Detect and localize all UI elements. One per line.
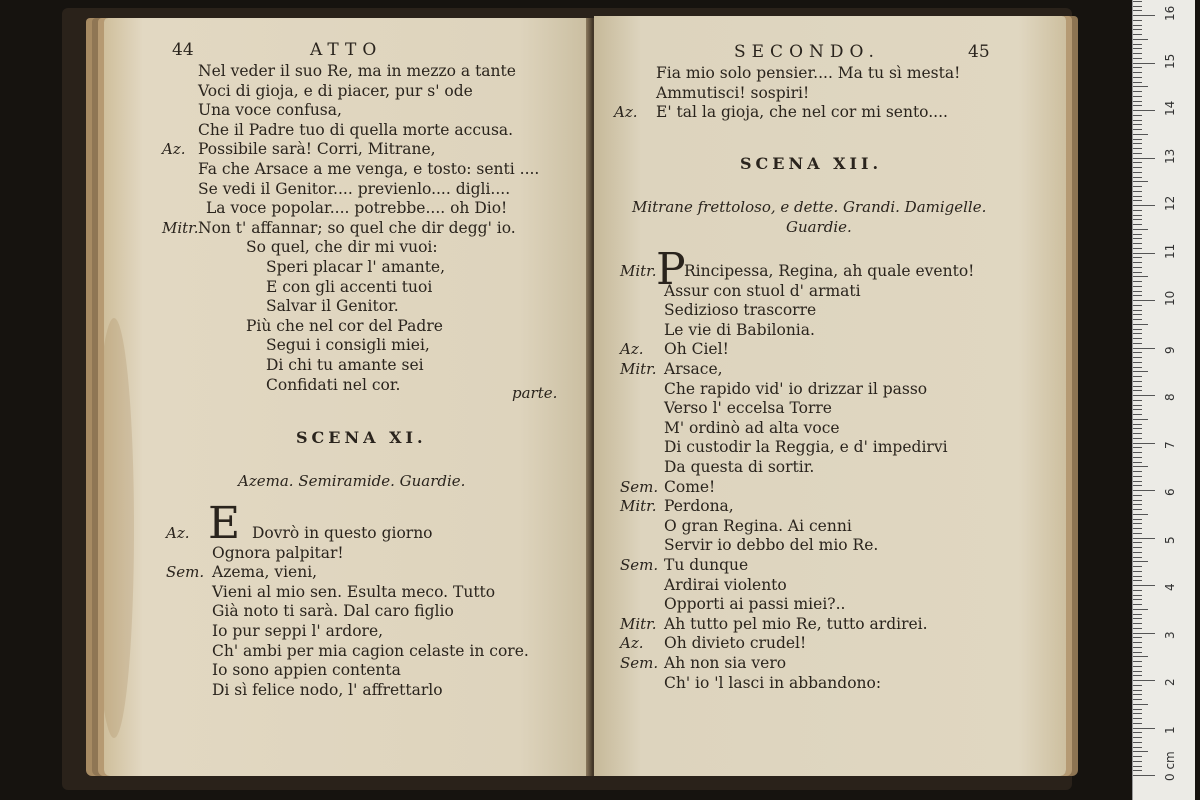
ruler-tick xyxy=(1133,523,1142,524)
ruler-tick xyxy=(1133,713,1142,714)
ruler-tick xyxy=(1133,181,1148,182)
ruler-tick xyxy=(1133,139,1142,140)
scene-cast-cont: Guardie. xyxy=(786,218,852,236)
ruler-tick xyxy=(1133,661,1142,662)
ruler-tick xyxy=(1133,481,1142,482)
ruler-label: 7 xyxy=(1163,440,1177,449)
scene-cast: Mitrane frettoloso, e dette. Grandi. Damigelle. xyxy=(632,198,987,216)
ruler-tick xyxy=(1133,400,1142,401)
verse-line: Come! xyxy=(664,477,716,496)
scene-title: SCENA XI. xyxy=(296,428,427,447)
ruler-label: 1 xyxy=(1163,725,1177,734)
verse-line: Opporti ai passi miei?.. xyxy=(664,595,846,614)
ruler-tick xyxy=(1133,566,1142,567)
ruler-tick xyxy=(1133,25,1142,26)
ruler-tick xyxy=(1133,576,1142,577)
ruler-tick xyxy=(1133,390,1142,391)
ruler-tick xyxy=(1133,609,1148,610)
ruler-tick xyxy=(1133,91,1142,92)
ruler-tick xyxy=(1133,286,1142,287)
ruler-tick xyxy=(1133,585,1155,586)
ruler-tick xyxy=(1133,153,1142,154)
ruler-tick xyxy=(1133,338,1142,339)
ruler-tick xyxy=(1133,348,1155,349)
ruler-tick xyxy=(1133,699,1142,700)
ruler-tick xyxy=(1133,371,1148,372)
ruler-tick xyxy=(1133,628,1142,629)
ruler-tick xyxy=(1133,756,1142,757)
ruler-tick xyxy=(1133,86,1148,87)
ruler-tick xyxy=(1133,376,1142,377)
ruler-tick xyxy=(1133,124,1142,125)
ruler-tick xyxy=(1133,618,1142,619)
ruler-tick xyxy=(1133,595,1142,596)
ruler-tick xyxy=(1133,538,1155,539)
ruler-tick xyxy=(1133,314,1142,315)
speaker-label: Mitr. xyxy=(162,218,199,237)
ruler-tick xyxy=(1133,419,1148,420)
verse-line: Rincipessa, Regina, ah quale evento! xyxy=(684,262,975,280)
verse-line: Già noto ti sarà. Dal caro figlio xyxy=(212,602,454,621)
verse-line: Segui i consigli miei, xyxy=(266,336,430,355)
speaker-label: Sem. xyxy=(620,556,659,574)
ruler-tick xyxy=(1133,761,1142,762)
ruler-tick xyxy=(1133,462,1142,463)
ruler-tick xyxy=(1133,196,1142,197)
ruler-tick xyxy=(1133,652,1142,653)
ruler-tick xyxy=(1133,675,1142,676)
ruler-label: 8 xyxy=(1163,393,1177,401)
ruler-label: 12 xyxy=(1163,195,1177,211)
speaker-label: Mitr. xyxy=(620,262,657,280)
ruler-tick xyxy=(1133,319,1142,320)
ruler-label: 9 xyxy=(1163,345,1177,354)
verse-line: Più che nel cor del Padre xyxy=(246,316,443,335)
verse-line: Io pur seppi l' ardore, xyxy=(212,622,384,640)
verse-line: Non t' affannar; so quel che dir degg' io. xyxy=(198,218,516,237)
ruler-tick xyxy=(1133,637,1142,638)
ruler-label: 0 cm xyxy=(1163,751,1177,781)
ruler-tick xyxy=(1133,457,1142,458)
verse-line: Dovrò in questo giorno xyxy=(252,524,433,542)
ruler-tick xyxy=(1133,747,1142,748)
verse-line: Nel veder il suo Re, ma in mezzo a tante xyxy=(198,62,516,80)
ruler-tick xyxy=(1133,77,1142,78)
ruler-tick xyxy=(1133,53,1142,54)
ruler-tick xyxy=(1133,766,1142,767)
left-page xyxy=(104,18,592,776)
ruler-tick xyxy=(1133,561,1148,562)
ruler-tick xyxy=(1133,63,1155,64)
page-stain xyxy=(104,318,134,738)
ruler-tick xyxy=(1133,438,1142,439)
ruler-label: 13 xyxy=(1163,148,1177,164)
ruler-tick xyxy=(1133,633,1155,634)
ruler-tick xyxy=(1133,571,1142,572)
drop-cap: E xyxy=(208,498,241,549)
ruler-tick xyxy=(1133,205,1155,206)
ruler-tick xyxy=(1133,599,1142,600)
verse-line: Da questa di sortir. xyxy=(664,458,815,476)
ruler-tick xyxy=(1133,504,1142,505)
ruler-tick xyxy=(1133,305,1142,306)
ruler-tick xyxy=(1133,352,1142,353)
ruler-tick xyxy=(1133,580,1142,581)
ruler-tick xyxy=(1133,6,1142,7)
ruler-tick xyxy=(1133,67,1142,68)
speaker-label: Sem. xyxy=(620,654,659,672)
verse-line: Che il Padre tuo di quella morte accusa. xyxy=(198,120,514,139)
ruler-tick xyxy=(1133,367,1142,368)
speaker-label: Az. xyxy=(614,103,638,122)
ruler-tick xyxy=(1133,666,1142,667)
ruler-tick xyxy=(1133,414,1142,415)
ruler-tick xyxy=(1133,495,1142,496)
ruler-tick xyxy=(1133,215,1142,216)
ruler-tick xyxy=(1133,186,1142,187)
verse-line: Voci di gioja, e di piacer, pur s' ode xyxy=(198,81,473,100)
ruler-tick xyxy=(1133,253,1155,254)
verse-line: Speri placar l' amante, xyxy=(266,258,446,276)
ruler-tick xyxy=(1133,44,1142,45)
verse-line: Azema, vieni, xyxy=(212,563,318,582)
ruler-tick xyxy=(1133,709,1142,710)
verse-line: Di chi tu amante sei xyxy=(266,356,424,374)
speaker-label: Mitr. xyxy=(620,360,657,378)
verse-line: Di custodir la Reggia, e d' impedirvi xyxy=(664,438,948,457)
ruler-tick xyxy=(1133,82,1142,83)
stage-direction: parte. xyxy=(512,384,558,402)
verse-line: Oh Ciel! xyxy=(664,340,729,359)
speaker-label: Az. xyxy=(166,524,190,542)
verse-line: O gran Regina. Ai cenni xyxy=(664,516,852,535)
ruler-tick xyxy=(1133,671,1142,672)
ruler-tick xyxy=(1133,443,1155,444)
ruler-tick xyxy=(1133,96,1142,97)
verse-line: Arsace, xyxy=(664,360,723,378)
ruler-tick xyxy=(1133,685,1142,686)
ruler-tick xyxy=(1133,514,1148,515)
ruler-tick xyxy=(1133,129,1142,130)
speaker-label: Az. xyxy=(162,140,186,159)
ruler-tick xyxy=(1133,229,1148,230)
ruler-tick xyxy=(1133,770,1142,771)
ruler-tick xyxy=(1133,34,1142,35)
ruler-tick xyxy=(1133,248,1142,249)
verse-line: Perdona, xyxy=(664,497,734,516)
ruler-tick xyxy=(1133,381,1142,382)
ruler-tick xyxy=(1133,542,1142,543)
speaker-label: Mitr. xyxy=(620,497,657,516)
ruler-tick xyxy=(1133,234,1142,235)
verse-line: Assur con stuol d' armati xyxy=(664,281,861,300)
verse-line: Salvar il Genitor. xyxy=(266,297,399,316)
ruler-label: 10 xyxy=(1163,290,1177,306)
ruler-tick xyxy=(1133,39,1148,40)
verse-line: M' ordinò ad alta voce xyxy=(664,418,840,437)
ruler-tick xyxy=(1133,343,1142,344)
speaker-label: Mitr. xyxy=(620,614,657,633)
ruler-tick xyxy=(1133,276,1148,277)
drop-cap: P xyxy=(656,244,686,295)
verse-line: Fa che Arsace a me venga, e tosto: senti .... xyxy=(198,160,540,178)
ruler-tick xyxy=(1133,742,1142,743)
verse-line: Oh divieto crudel! xyxy=(664,634,807,653)
ruler-tick xyxy=(1133,466,1148,467)
ruler-tick xyxy=(1133,490,1155,491)
speaker-label: Sem. xyxy=(166,563,205,582)
ruler-tick xyxy=(1133,547,1142,548)
page-number: 45 xyxy=(968,42,990,62)
ruler-tick xyxy=(1133,728,1155,729)
ruler-label: 11 xyxy=(1163,243,1177,259)
ruler-label: 3 xyxy=(1163,630,1177,639)
ruler-tick xyxy=(1133,519,1142,520)
ruler-tick xyxy=(1133,604,1142,605)
ruler-tick xyxy=(1133,324,1148,325)
verse-line: Possibile sarà! Corri, Mitrane, xyxy=(198,140,436,159)
ruler-tick xyxy=(1133,614,1142,615)
ruler-tick xyxy=(1133,310,1142,311)
ruler-tick xyxy=(1133,72,1142,73)
verse-line: Che rapido vid' io drizzar il passo xyxy=(664,379,928,398)
ruler-tick xyxy=(1133,177,1142,178)
ruler-tick xyxy=(1133,281,1142,282)
ruler-tick xyxy=(1133,428,1142,429)
ruler-tick xyxy=(1133,509,1142,510)
ruler-tick xyxy=(1133,29,1142,30)
ruler-tick xyxy=(1133,272,1142,273)
ruler-tick xyxy=(1133,694,1142,695)
ruler-tick xyxy=(1133,751,1148,752)
ruler-tick xyxy=(1133,433,1142,434)
speaker-label: Az. xyxy=(620,340,644,359)
verse-line: Ch' ambi per mia cagion celaste in core. xyxy=(212,641,529,660)
ruler-tick xyxy=(1133,1,1142,2)
verse-line: Confidati nel cor. xyxy=(266,375,401,394)
verse-line: Vieni al mio sen. Esulta meco. Tutto xyxy=(212,582,496,601)
ruler-label: 15 xyxy=(1163,53,1177,69)
ruler-tick xyxy=(1133,291,1142,292)
ruler-tick xyxy=(1133,357,1142,358)
ruler-tick xyxy=(1133,590,1142,591)
verse-line: Una voce confusa, xyxy=(198,101,342,120)
ruler-tick xyxy=(1133,723,1142,724)
ruler-tick xyxy=(1133,257,1142,258)
ruler-tick xyxy=(1133,219,1142,220)
verse-line: E con gli accenti tuoi xyxy=(266,277,433,296)
ruler-label: 4 xyxy=(1163,583,1177,591)
ruler-tick xyxy=(1133,10,1142,11)
ruler-tick xyxy=(1133,737,1142,738)
ruler-tick xyxy=(1133,158,1155,159)
ruler-tick xyxy=(1133,238,1142,239)
verse-line: So quel, che dir mi vuoi: xyxy=(246,238,438,257)
ruler-tick xyxy=(1133,471,1142,472)
ruler-tick xyxy=(1133,395,1155,396)
ruler-tick xyxy=(1133,15,1155,16)
ruler-tick xyxy=(1133,262,1142,263)
running-header: SECONDO. xyxy=(734,42,880,62)
ruler-tick xyxy=(1133,775,1155,776)
verse-line: Tu dunque xyxy=(664,556,749,574)
ruler-tick xyxy=(1133,148,1142,149)
ruler-tick xyxy=(1133,476,1142,477)
ruler-tick xyxy=(1133,528,1142,529)
ruler-tick xyxy=(1133,134,1148,135)
ruler-tick xyxy=(1133,143,1142,144)
verse-line: Di sì felice nodo, l' affrettarlo xyxy=(212,680,443,699)
scene-title: SCENA XII. xyxy=(740,154,883,173)
verse-line: Io sono appien contenta xyxy=(212,661,401,680)
ruler-tick xyxy=(1133,533,1142,534)
verse-line: Le vie di Babilonia. xyxy=(664,320,815,339)
speaker-label: Sem. xyxy=(620,477,659,496)
verse-line: Sedizioso trascorre xyxy=(664,301,817,320)
ruler-tick xyxy=(1133,224,1142,225)
ruler-tick xyxy=(1133,105,1142,106)
ruler-tick xyxy=(1133,295,1142,296)
ruler-tick xyxy=(1133,656,1148,657)
ruler-tick xyxy=(1133,642,1142,643)
ruler-label: 6 xyxy=(1163,488,1177,496)
ruler-tick xyxy=(1133,718,1142,719)
running-header: ATTO xyxy=(310,40,383,60)
ruler-tick xyxy=(1133,623,1142,624)
ruler-tick xyxy=(1133,647,1142,648)
verse-line: Fia mio solo pensier.... Ma tu sì mesta! xyxy=(656,64,961,82)
scene-cast: Azema. Semiramide. Guardie. xyxy=(238,472,466,490)
verse-line: La voce popolar.... potrebbe.... oh Dio! xyxy=(206,199,508,218)
ruler-tick xyxy=(1133,329,1142,330)
ruler-tick xyxy=(1133,300,1155,301)
ruler-tick xyxy=(1133,200,1142,201)
ruler-tick xyxy=(1133,267,1142,268)
verse-line: Ch' io 'l lasci in abbandono: xyxy=(664,673,882,692)
ruler-tick xyxy=(1133,732,1142,733)
ruler-tick xyxy=(1133,172,1142,173)
verse-line: Verso l' eccelsa Torre xyxy=(664,399,832,418)
ruler-tick xyxy=(1133,485,1142,486)
verse-line: E' tal la gioja, che nel cor mi sento.... xyxy=(656,103,948,122)
ruler-label: 16 xyxy=(1163,5,1177,21)
ruler-label: 14 xyxy=(1163,100,1177,116)
ruler-tick xyxy=(1133,48,1142,49)
verse-line: Ognora palpitar! xyxy=(212,543,344,562)
ruler-tick xyxy=(1133,210,1142,211)
ruler-tick xyxy=(1133,191,1142,192)
page-number: 44 xyxy=(172,40,194,60)
ruler-label: 5 xyxy=(1163,535,1177,544)
ruler-tick xyxy=(1133,405,1142,406)
ruler-tick xyxy=(1133,20,1142,21)
ruler-tick xyxy=(1133,362,1142,363)
ruler-tick xyxy=(1133,110,1155,111)
ruler-tick xyxy=(1133,58,1142,59)
ruler-tick xyxy=(1133,704,1148,705)
ruler-tick xyxy=(1133,424,1142,425)
ruler-tick xyxy=(1133,386,1142,387)
ruler-tick xyxy=(1133,115,1142,116)
ruler-tick xyxy=(1133,452,1142,453)
ruler-tick xyxy=(1133,500,1142,501)
ruler-tick xyxy=(1133,409,1142,410)
verse-line: Ardirai violento xyxy=(664,575,787,594)
verse-line: Se vedi il Genitor.... previenlo.... digli.... xyxy=(198,179,511,198)
ruler-tick xyxy=(1133,167,1142,168)
ruler-tick xyxy=(1133,333,1142,334)
measurement-ruler xyxy=(1132,0,1195,800)
ruler-tick xyxy=(1133,690,1142,691)
verse-line: Ammutisci! sospiri! xyxy=(656,83,810,102)
ruler-tick xyxy=(1133,552,1142,553)
verse-line: Ah tutto pel mio Re, tutto ardirei. xyxy=(664,614,928,633)
ruler-tick xyxy=(1133,162,1142,163)
ruler-tick xyxy=(1133,120,1142,121)
ruler-label: 2 xyxy=(1163,678,1177,686)
ruler-tick xyxy=(1133,557,1142,558)
speaker-label: Az. xyxy=(620,634,644,653)
verse-line: Ah non sia vero xyxy=(664,654,787,672)
ruler-tick xyxy=(1133,680,1155,681)
ruler-tick xyxy=(1133,243,1142,244)
ruler-tick xyxy=(1133,447,1142,448)
verse-line: Servir io debbo del mio Re. xyxy=(664,536,879,555)
ruler-tick xyxy=(1133,101,1142,102)
right-page xyxy=(594,16,1066,776)
